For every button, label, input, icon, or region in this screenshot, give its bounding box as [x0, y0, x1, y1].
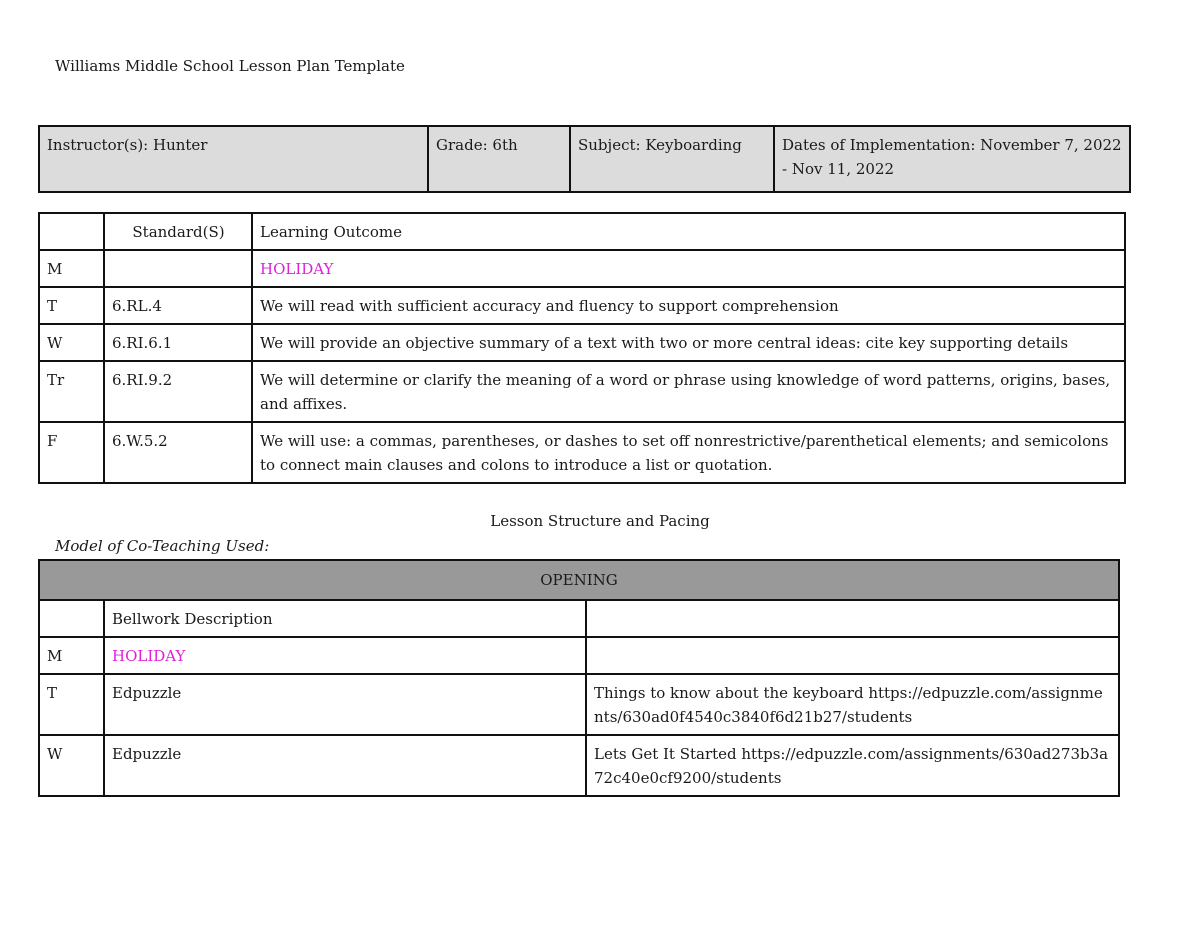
opening-title-row — [39, 560, 1119, 600]
day-cell: T — [39, 674, 104, 735]
outcome-cell: We will use: a commas, parentheses, or dashes to set off nonrestrictive/parenthetical elements; and semicolons to connect main clauses and colons to introduce a list or quotation. — [252, 422, 1125, 483]
table-row — [39, 287, 1125, 324]
table-row — [39, 637, 1119, 674]
header-outcome: Learning Outcome — [252, 213, 1125, 250]
opening-header-row — [39, 600, 1119, 637]
header-standard: Standard(S) — [104, 213, 252, 250]
day-cell: F — [39, 422, 104, 483]
header-bellwork: Bellwork Description — [104, 600, 586, 637]
header-day — [39, 213, 104, 250]
standard-cell: 6.RI.6.1 — [104, 324, 252, 361]
outcome-cell: We will determine or clarify the meaning of a word or phrase using knowledge of word patterns, origins, bases, and affixes. — [252, 361, 1125, 422]
header-row — [39, 126, 1130, 192]
table-row — [39, 422, 1125, 483]
standards-table — [38, 212, 1126, 484]
standards-header-row — [39, 213, 1125, 250]
lesson-structure-title: Lesson Structure and Pacing — [490, 512, 710, 530]
day-cell: Tr — [39, 361, 104, 422]
day-cell: W — [39, 735, 104, 796]
table-row — [39, 324, 1125, 361]
opening-table — [38, 559, 1120, 797]
grade-cell: Grade: 6th — [428, 126, 570, 192]
document-title: Williams Middle School Lesson Plan Template — [55, 57, 405, 75]
standard-cell — [104, 250, 252, 287]
table-row — [39, 735, 1119, 796]
standard-cell: 6.RI.9.2 — [104, 361, 252, 422]
header-details — [586, 600, 1119, 637]
standard-cell: 6.W.5.2 — [104, 422, 252, 483]
details-cell — [586, 637, 1119, 674]
day-cell: M — [39, 250, 104, 287]
instructor-cell: Instructor(s): Hunter — [39, 126, 428, 192]
table-row — [39, 361, 1125, 422]
bellwork-cell: Edpuzzle — [104, 674, 586, 735]
details-cell: Lets Get It Started https://edpuzzle.com/assignments/630ad273b3a72c40e0cf9200/students — [586, 735, 1119, 796]
dates-cell: Dates of Implementation: November 7, 2022 - Nov 11, 2022 — [774, 126, 1130, 192]
table-row — [39, 674, 1119, 735]
header-day — [39, 600, 104, 637]
outcome-cell: We will provide an objective summary of a text with two or more central ideas: cite key supporting details — [252, 324, 1125, 361]
outcome-cell: HOLIDAY — [252, 250, 1125, 287]
day-cell: M — [39, 637, 104, 674]
day-cell: W — [39, 324, 104, 361]
header-info-table — [38, 125, 1131, 193]
bellwork-cell: Edpuzzle — [104, 735, 586, 796]
opening-title: OPENING — [39, 560, 1119, 600]
day-cell: T — [39, 287, 104, 324]
bellwork-cell: HOLIDAY — [104, 637, 586, 674]
subject-cell: Subject: Keyboarding — [570, 126, 774, 192]
details-cell: Things to know about the keyboard https://edpuzzle.com/assignments/630ad0f4540c3840f6d21b27/students — [586, 674, 1119, 735]
standard-cell: 6.RL.4 — [104, 287, 252, 324]
co-teaching-label: Model of Co-Teaching Used: — [55, 537, 270, 555]
outcome-cell: We will read with sufficient accuracy and fluency to support comprehension — [252, 287, 1125, 324]
table-row — [39, 250, 1125, 287]
